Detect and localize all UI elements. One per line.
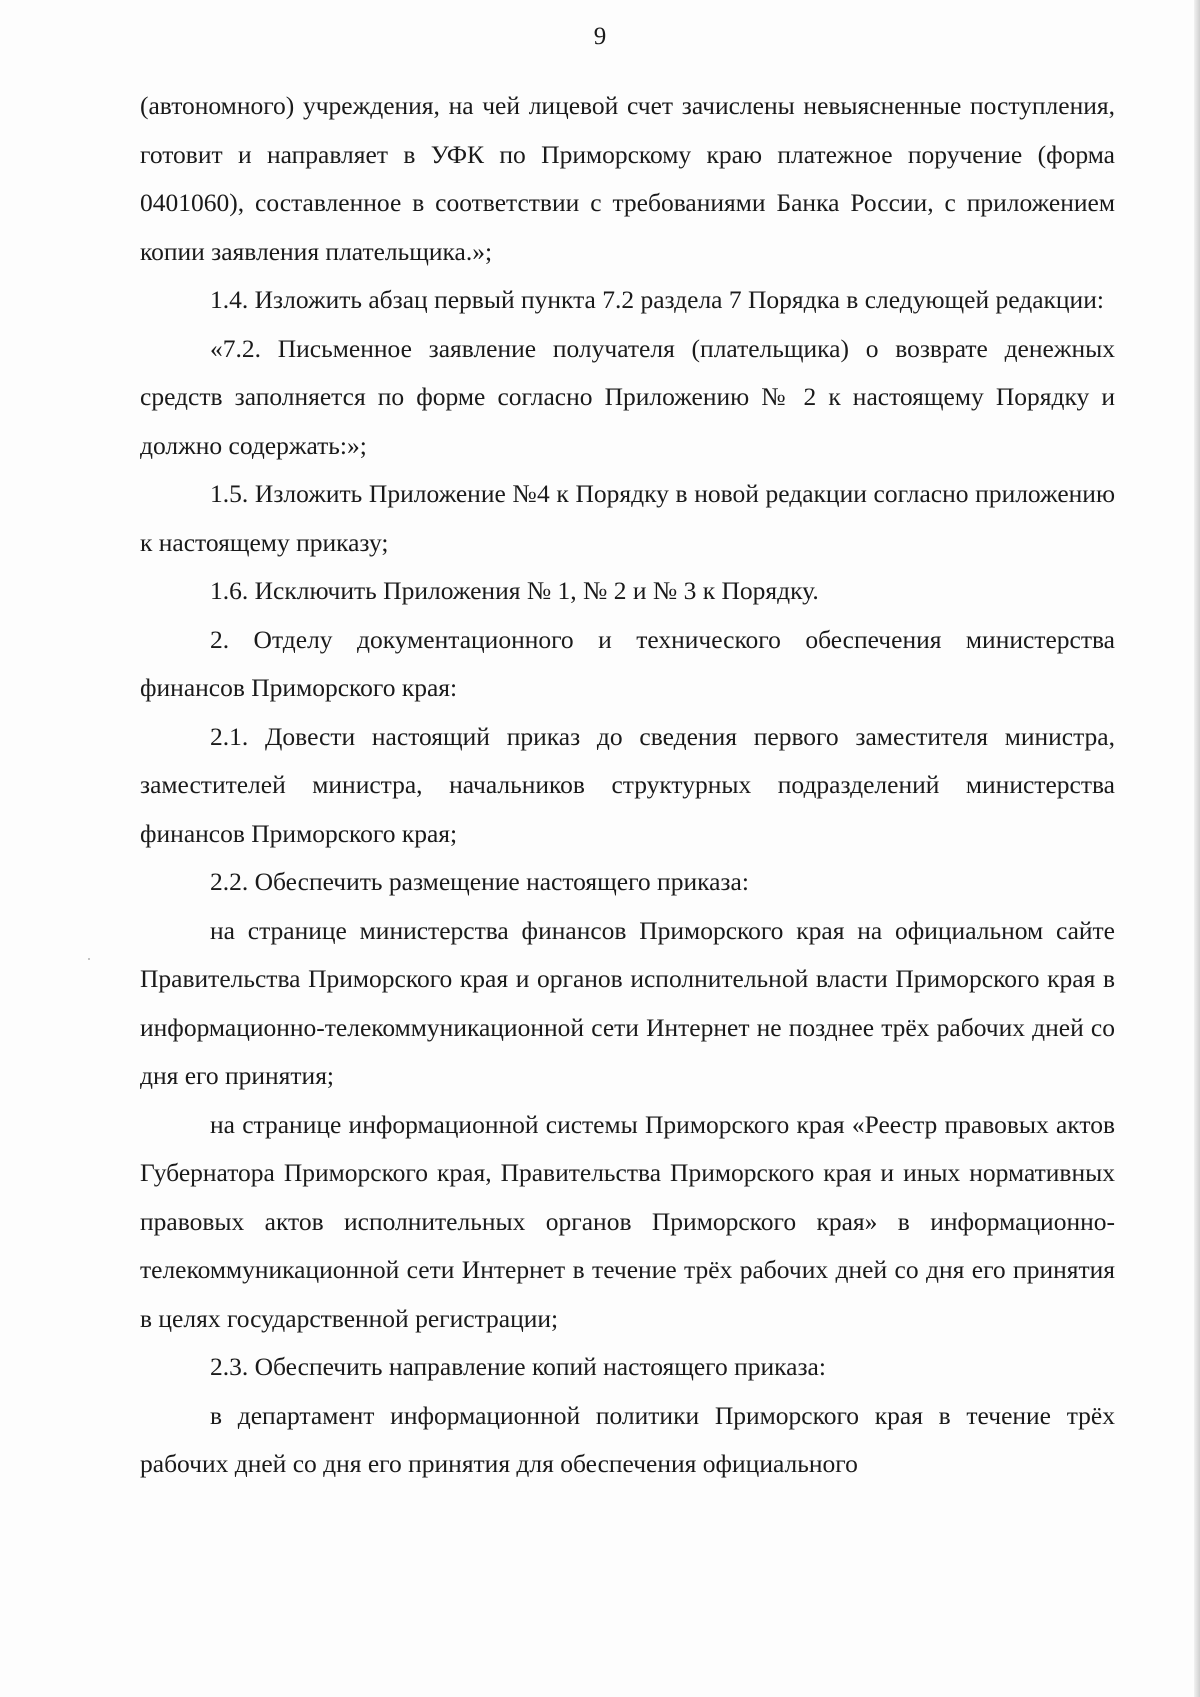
paragraph-continuation: (автономного) учреждения, на чей лицевой счет зачислены невыясненные поступления, готовит и направляет в УФК по Приморскому краю платежное поручение (форма 0401060), составленное в соответствии с требованиями Банка России, с приложением копии заявления плательщика.»; [140,91,1115,266]
paragraph-2-1: 2.1. Довести настоящий приказ до сведения первого заместителя министра, заместителей министра, начальников структурных подразделений министерства финансов Приморского края; [140,721,1115,848]
paragraph-2-2-site: на странице министерства финансов Приморского края на официальном сайте Правительства Приморского края и органов исполнительной власти Приморского края в информационно-телекоммуникационной сети Интернет не позднее трёх рабочих дней со дня его принятия; [140,915,1115,1090]
paragraph-2: 2. Отделу документационного и технического обеспечения министерства финансов Приморского края: [140,624,1115,702]
paragraph-7-2-quote: «7.2. Письменное заявление получателя (плательщика) о возврате денежных средств заполняется по форме согласно Приложению № 2 к настоящему Порядку и должно содержать:»; [140,333,1115,460]
paragraph-2-3-department: в департамент информационной политики Приморского края в течение трёх рабочих дней со дня его принятия для обеспечения официального [140,1400,1115,1478]
document-body [140,82,1115,1489]
page-edge-shadow [1194,0,1200,1697]
paragraph-1-6: 1.6. Исключить Приложения № 1, № 2 и № 3 к Порядку. [210,576,819,605]
paragraph-2-2: 2.2. Обеспечить размещение настоящего приказа: [210,867,749,896]
paragraph-1-4: 1.4. Изложить абзац первый пункта 7.2 раздела 7 Порядка в следующей редакции: [210,285,1104,314]
paragraph-2-2-registry: на странице информационной системы Приморского края «Реестр правовых актов Губернатора Приморского края, Правительства Приморского края и иных нормативных правовых актов исполнительных органов Приморского края» в информационно-телекоммуникационной сети Интернет в течение трёх рабочих дней со дня его принятия в целях государственной регистрации; [140,1109,1115,1333]
paragraph-2-3: 2.3. Обеспечить направление копий настоящего приказа: [210,1352,826,1381]
page-number: 9 [593,23,607,50]
scan-speck [88,958,90,960]
paragraph-1-5: 1.5. Изложить Приложение №4 к Порядку в новой редакции согласно приложению к настоящему приказу; [140,479,1115,557]
